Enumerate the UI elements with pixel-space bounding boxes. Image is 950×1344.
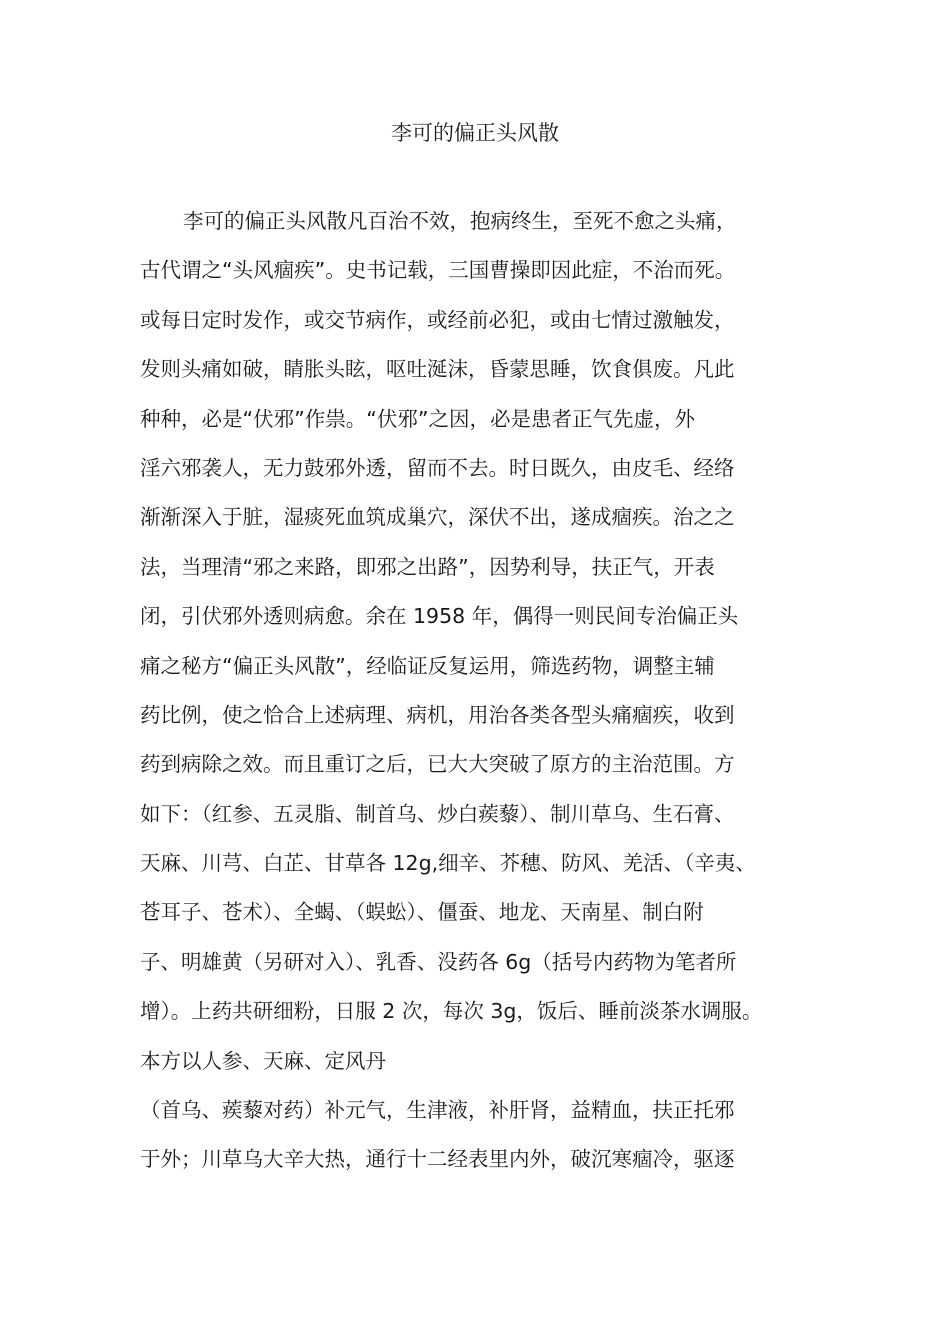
body-line: 古代谓之“头风痼疾”。史书记载，三国曹操即因此症，不治而死。 [140, 258, 736, 283]
body-line: 药到病除之效。而且重订之后，已大大突破了原方的主治范围。方 [140, 752, 735, 777]
document-body [140, 206, 840, 1194]
body-line: 苍耳子、苍术）、全蝎、（蜈蚣）、僵蚕、地龙、天南星、制白附 [140, 900, 704, 925]
body-line: 如下：（红参、五灵脂、制首乌、炒白蒺藜）、制川草乌、生石膏、 [140, 801, 735, 826]
body-line: 渐渐深入于脏，湿痰死血筑成巢穴，深伏不出，遂成痼疾。治之之 [140, 505, 735, 530]
body-line: 法，当理清“邪之来路，即邪之出路”，因势利导，扶正气，开表 [140, 554, 715, 579]
body-line: 或每日定时发作，或交节病作，或经前必犯，或由七情过激触发， [140, 307, 735, 332]
body-line: 李可的偏正头风散凡百治不效，抱病终生，至死不愈之头痛， [183, 209, 737, 233]
body-line: 种种，必是“伏邪”作祟。“伏邪”之因，必是患者正气先虚，外 [140, 406, 695, 431]
body-line: 闭，引伏邪外透则病愈。余在 1958 年，偶得一则民间专治偏正头 [140, 604, 739, 629]
body-line: 天麻、川芎、白芷、甘草各 12g,细辛、芥穗、防风、羌活、（辛夷、 [140, 851, 756, 876]
body-line: （首乌、蒺藜对药）补元气，生津液，补肝肾，益精血，扶正托邪 [140, 1098, 735, 1123]
body-line: 痛之秘方“偏正头风散”，经临证反复运用，筛选药物，调整主辅 [140, 653, 715, 678]
body-line: 本方以人参、天麻、定风丹 [140, 1048, 386, 1073]
body-line: 子、明雄黄（另研对入）、乳香、没药各 6g（括号内药物为笔者所 [140, 949, 737, 974]
body-line: 淫六邪袭人，无力鼓邪外透，留而不去。时日既久，由皮毛、经络 [140, 455, 735, 480]
body-line: 发则头痛如破，睛胀头眩，呕吐涎沫，昏蒙思睡，饮食俱废。凡此 [140, 357, 735, 382]
document-title: 李可的偏正头风散 [391, 121, 559, 145]
body-line: 于外；川草乌大辛大热，通行十二经表里内外，破沉寒痼冷，驱逐 [140, 1147, 735, 1172]
body-line: 药比例，使之恰合上述病理、病机，用治各类各型头痛痼疾，收到 [140, 702, 735, 727]
body-line: 增）。上药共研细粉，日服 2 次，每次 3g，饭后、睡前淡茶水调服。 [140, 999, 763, 1024]
